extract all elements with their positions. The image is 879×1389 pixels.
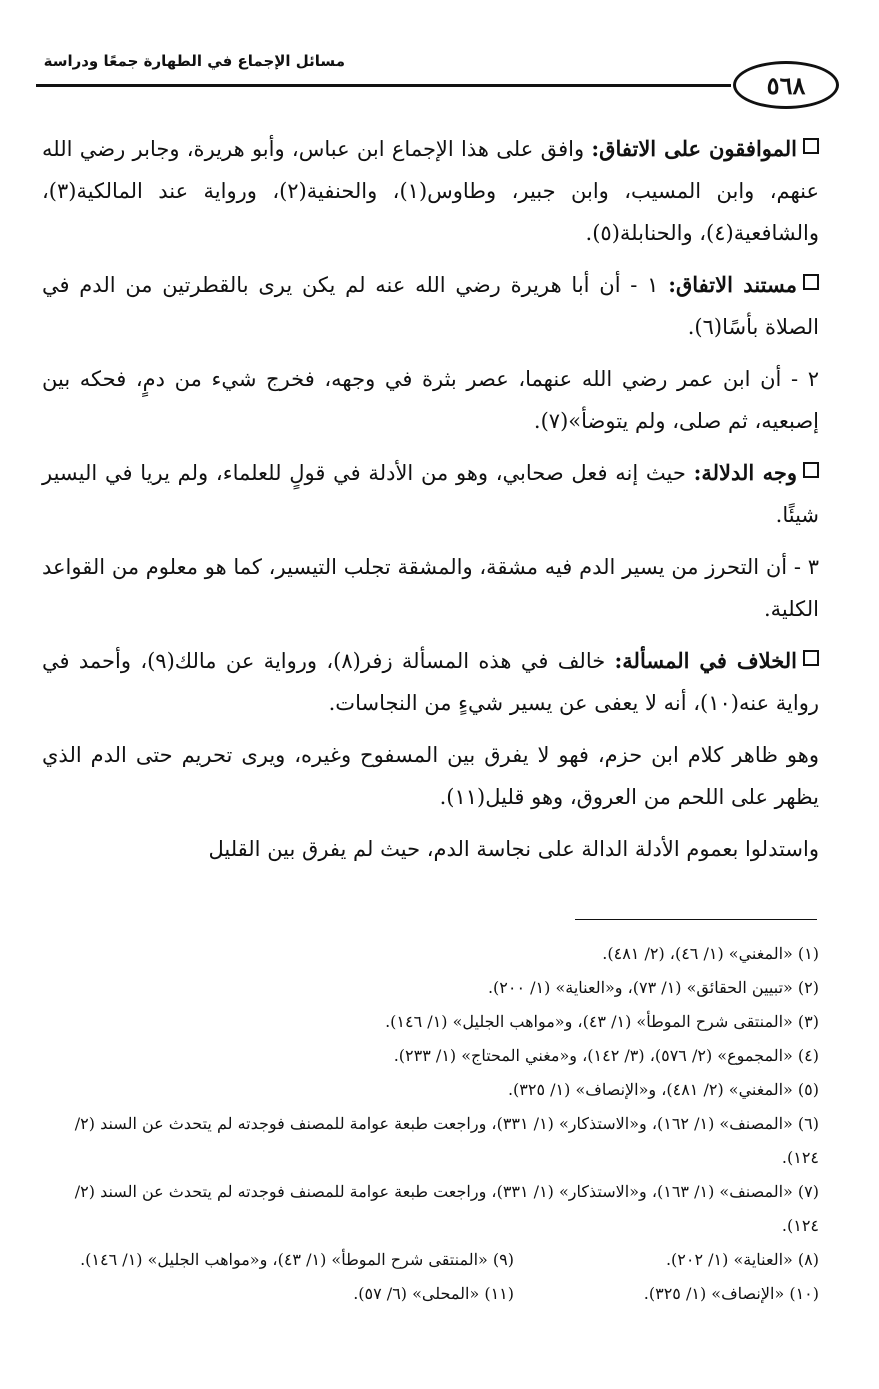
footnote-row (40, 1243, 819, 1277)
footnote-6: (٦) «المصنف» (١/ ١٦٢)، و«الاستذكار» (١/ ٣٣١)، وراجعت طبعة عوامة للمصنف فوجدته لم يتحدث عن السند (٢/ ١٢٤). (74, 1114, 819, 1167)
running-title: مسائل الإجماع في الطهارة جمعًا ودراسة (43, 52, 345, 70)
page-number: ٥٦٨ (766, 70, 806, 100)
footnote-9: (٩) «المنتقى شرح الموطأ» (١/ ٤٣)، و«مواهب الجليل» (١/ ١٤٦). (80, 1250, 514, 1269)
footnote-2: (٢) «تبيين الحقائق» (١/ ٧٣)، و«العناية» (١/ ٢٠٠). (487, 978, 819, 997)
paragraph-text: وافق على هذا الإجماع ابن عباس، وأبو هريرة، وجابر رضي الله عنهم، وابن المسيب، وابن جبير، وطاوس(١)، والحنفية(٢)، ورواية عند المالكية(٣)، والشافعية(٤)، والحنابلة(٥). (42, 137, 820, 245)
body-text (42, 128, 819, 880)
footnote-row (40, 1277, 819, 1311)
paragraph-lead: وجه الدلالة: (693, 460, 797, 485)
square-bullet-icon (803, 138, 819, 154)
footnote-10: (١٠) «الإنصاف» (١/ ٣٢٥). (643, 1284, 819, 1303)
footnote-7: (٧) «المصنف» (١/ ١٦٣)، و«الاستذكار» (١/ ٣٣١)، وراجعت طبعة عوامة للمصنف فوجدته لم يتحدث عن السند (٢/ ١٢٤). (74, 1182, 819, 1235)
paragraph-text: حيث إنه فعل صحابي، وهو من الأدلة في قولٍ للعلماء، ولم يريا في اليسير شيئًا. (42, 461, 819, 527)
paragraph-indication (42, 452, 819, 536)
paragraph-evidence (42, 828, 819, 870)
paragraph-basis (42, 264, 819, 348)
footnote-1: (١) «المغني» (١/ ٤٦)، (٢/ ٤٨١). (602, 944, 819, 963)
page-number-oval (733, 61, 839, 109)
footnote-4: (٤) «المجموع» (٢/ ٥٧٦)، (٣/ ١٤٢)، و«مغني المحتاج» (١/ ٢٣٣). (393, 1046, 819, 1065)
paragraph-text: ٢ - أن ابن عمر رضي الله عنهما، عصر بثرة في وجهه، فخرج شيء من دمٍ، فحكه بين إصبعيه، ثم صلى، ولم يتوضأ»(٧). (42, 367, 819, 433)
footnote-3: (٣) «المنتقى شرح الموطأ» (١/ ٤٣)، و«مواهب الجليل» (١/ ١٤٦). (385, 1012, 819, 1031)
footnotes (40, 937, 819, 1311)
paragraph-basis-2 (42, 358, 819, 442)
paragraph-text: واستدلوا بعموم الأدلة الدالة على نجاسة الدم، حيث لم يفرق بين القليل (208, 837, 819, 861)
paragraph-text: ١ - أن أبا هريرة رضي الله عنه لم يكن يرى بالقطرتين من الدم في الصلاة بأسًا(٦). (42, 273, 819, 339)
square-bullet-icon (803, 274, 819, 290)
footnote-5: (٥) «المغني» (٢/ ٤٨١)، و«الإنصاف» (١/ ٣٢٥). (507, 1080, 819, 1099)
header-rule (36, 84, 731, 87)
paragraph-text: وهو ظاهر كلام ابن حزم، فهو لا يفرق بين المسفوح وغيره، ويرى تحريم حتى الدم الذي يظهر على اللحم من العروق، وهو قليل(١١). (42, 743, 819, 809)
paragraph-agreeing (42, 128, 819, 254)
paragraph-text: خالف في هذه المسألة زفر(٨)، ورواية عن مالك(٩)، وأحمد في رواية عنه(١٠)، أنه لا يعفى عن يسير شيءٍ من النجاسات. (42, 649, 819, 715)
footnote-rule (575, 919, 817, 920)
square-bullet-icon (803, 650, 819, 666)
paragraph-basis-3 (42, 546, 819, 630)
square-bullet-icon (803, 462, 819, 478)
paragraph-ibn-hazm (42, 734, 819, 818)
paragraph-text: ٣ - أن التحرز من يسير الدم فيه مشقة، والمشقة تجلب التيسير، كما هو معلوم من القواعد الكلية. (42, 555, 819, 621)
paragraph-disagreement (42, 640, 819, 724)
paragraph-lead: الموافقون على الاتفاق: (591, 136, 797, 161)
footnote-11: (١١) «المحلى» (٦/ ٥٧). (353, 1284, 514, 1303)
paragraph-lead: مستند الاتفاق: (668, 272, 797, 297)
footnote-8: (٨) «العناية» (١/ ٢٠٢). (665, 1250, 819, 1269)
paragraph-lead: الخلاف في المسألة: (614, 648, 797, 673)
